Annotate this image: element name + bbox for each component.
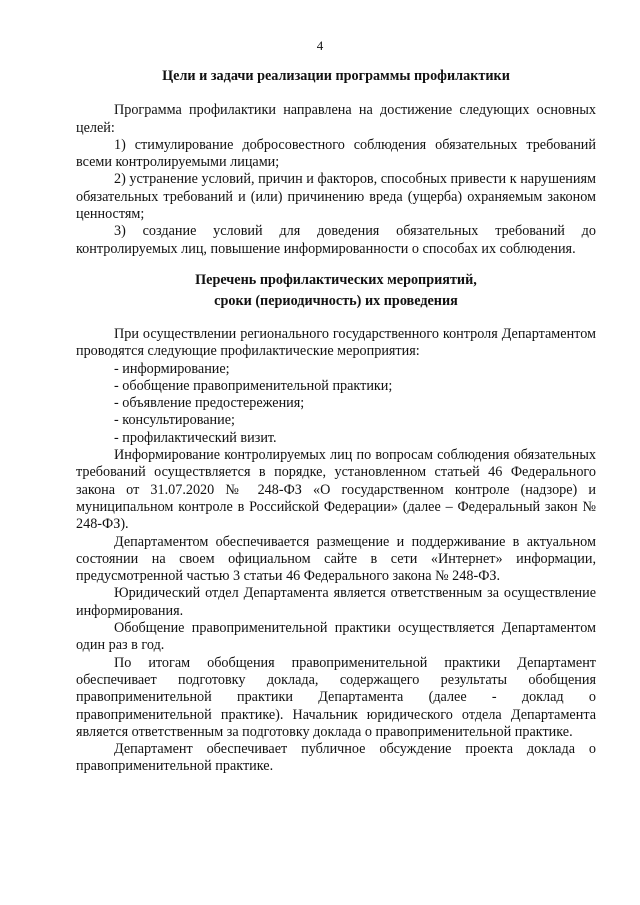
paragraph: Юридический отдел Департамента является ответственным за осуществление информирования. (76, 585, 596, 619)
section-heading-line: Перечень профилактических мероприятий, (195, 271, 477, 288)
paragraph: Информирование контролируемых лиц по вопросам соблюдения обязательных требований осуществляется в порядке, установленном статьей 46 Федерального закона от 31.07.2020 № 248-ФЗ «О государственном контроле (надзоре) и муниципальном контроле в Российской Федерации» (далее – Федеральный закон № 248-ФЗ). (76, 447, 596, 533)
document-body (76, 62, 596, 776)
goal-item: 2) устранение условий, причин и факторов, способных привести к нарушениям обязательных требований и (или) причинению вреда (ущерба) охраняемым законом ценностям; (76, 171, 596, 223)
paragraph: Обобщение правоприменительной практики осуществляется Департаментом один раз в год. (76, 620, 596, 654)
page-number: 4 (316, 38, 324, 53)
paragraph: По итогам обобщения правоприменительной практики Департамент обеспечивает подготовку доклада, содержащего результаты обобщения правоприменительной практики Департамента (далее - доклад о правоприменительной практике). Начальник юридического отдела Департамента является ответственным за подготовку доклада о правоприменительной практике. (76, 654, 596, 740)
paragraph: При осуществлении регионального государственного контроля Департаментом проводятся следующие профилактические мероприятия: (76, 325, 596, 360)
list-item: - обобщение правоприменительной практики; (114, 377, 393, 394)
measures-list (76, 361, 596, 447)
paragraph: Программа профилактики направлена на достижение следующих основных целей: (76, 102, 596, 136)
list-item: - объявление предостережения; (114, 395, 305, 412)
goal-item: 3) создание условий для доведения обязательных требований до контролируемых лиц, повышение информированности о способах их соблюдения. (76, 223, 596, 257)
section-heading-line: сроки (периодичность) их проведения (214, 292, 458, 309)
paragraph: Департамент обеспечивает публичное обсуждение проекта доклада о правоприменительной практике. (76, 741, 596, 775)
section-heading-goals: Цели и задачи реализации программы профилактики (162, 68, 510, 84)
list-item: - информирование; (114, 360, 230, 377)
paragraph: Департаментом обеспечивается размещение и поддерживание в актуальном состоянии на своем официальном сайте в сети «Интернет» информации, предусмотренной частью 3 статьи 46 Федерального закона № 248-ФЗ. (76, 533, 596, 585)
list-item: - консультирование; (114, 412, 235, 429)
list-item: - профилактический визит. (114, 429, 277, 446)
goal-item: 1) стимулирование добросовестного соблюдения обязательных требований всеми контролируемыми лицами; (76, 136, 596, 171)
section-heading-measures (76, 270, 596, 312)
